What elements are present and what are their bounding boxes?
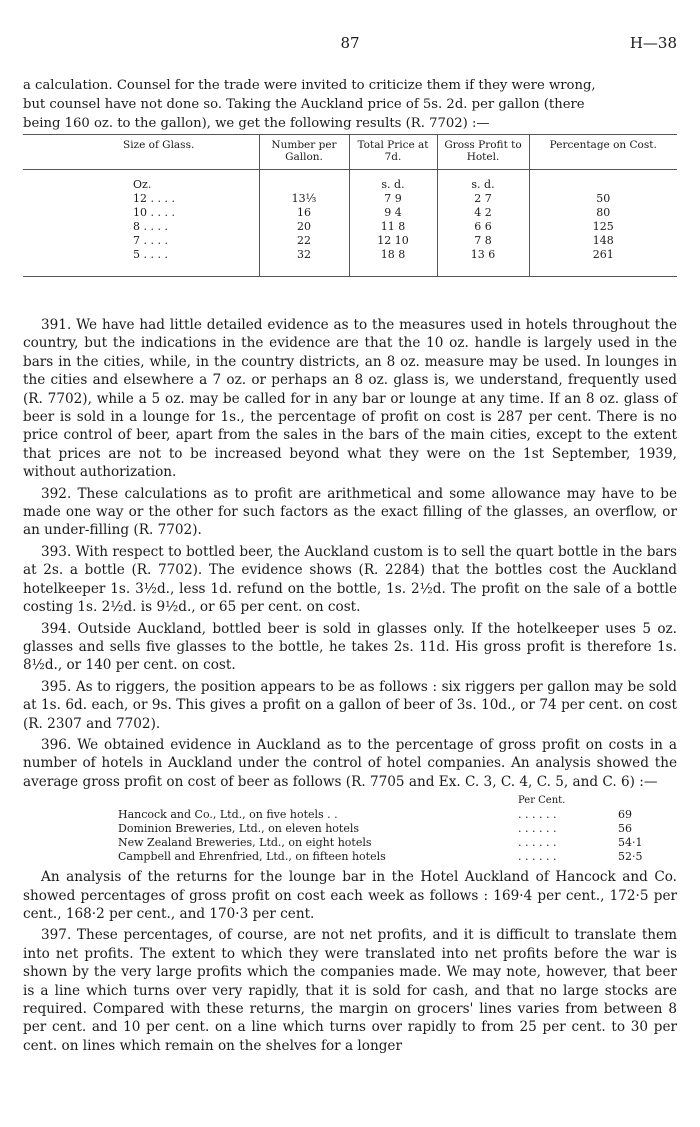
col-header: Percentage on Cost. bbox=[529, 135, 677, 170]
paragraph-397: 397. These percentages, of course, are not net profits, and it is difficult to translate them into net profits. The extent to which they were translated into net profits before the war is shown by the very large profits which the companies made. We may note, however, that beer is a line which turns over very rapidly, that it is sold for cash, and that no large stocks are required. Compared with these returns, the margin on grocers' lines varies from between 8 per cent. and 10 per cent. on a line which turns over rapidly to from 25 per cent. to 30 per cent. on lines which remain on the shelves for a longer bbox=[23, 927, 677, 1054]
lead-line: a calculation. Counsel for the trade were invited to criticize them if they were wrong, bbox=[23, 78, 596, 93]
price-cell: 7 9 bbox=[349, 192, 437, 206]
col-header: Size of Glass. bbox=[23, 135, 259, 170]
lead-text bbox=[23, 76, 677, 133]
unit-cell: Oz. bbox=[23, 178, 259, 192]
unit-cell bbox=[529, 178, 677, 192]
unit-cell bbox=[259, 178, 349, 192]
unit-row bbox=[23, 178, 677, 192]
table-row bbox=[23, 248, 677, 277]
profit-cell: 6 6 bbox=[437, 220, 529, 234]
size-cell: 10 . . . . bbox=[23, 206, 259, 220]
profit-cell: 4 2 bbox=[437, 206, 529, 220]
company-name: Campbell and Ehrenfried, Ltd., on fifteen hotels bbox=[118, 850, 386, 864]
leader-dots: . . . . . . bbox=[518, 850, 557, 864]
paragraph-hotel-auckland: An analysis of the returns for the lounge bar in the Hotel Auckland of Hancock and Co. showed percentages of gross profit on cost each week as follows : 169·4 per cent., 172·5 per cent., 168·2 per cent., and 170·3 per cent. bbox=[23, 869, 677, 922]
company-percentage: 56 bbox=[618, 822, 632, 836]
list-item bbox=[23, 836, 677, 850]
paragraph-396: 396. We obtained evidence in Auckland as to the percentage of gross profit on costs in a number of hotels in Auckland under the control of hotel companies. An analysis showed the average gross profit on cost of beer as follows (R. 7705 and Ex. C. 3, C. 4, C. 5, and C. 6) :— bbox=[23, 736, 677, 790]
col-header: Gross Profit to Hotel. bbox=[437, 135, 529, 170]
paragraph-391: 391. We have had little detailed evidence as to the measures used in hotels throughout the country, but the indications in the evidence are that the 10 oz. handle is largely used in the bars in the cities, while, in the country districts, an 8 oz. measure may be used. In lounges in the cities and elsewhere a 7 oz. or perhaps an 8 oz. glass is, we understand, frequently used (R. 7702), while a 5 oz. may be called for in any bar or lounge at any time. If an 8 oz. glass of beer is sold in a lounge for 1s., the percentage of profit on cost is 287 per cent. There is no price control of beer, apart from the sales in the bars of the main cities, except to the extent that prices are not to be increased beyond what they were on the 1st September, 1939, without authorization. bbox=[23, 317, 677, 481]
company-percentage: 69 bbox=[618, 808, 632, 822]
per-cent-heading: Per Cent. bbox=[518, 795, 566, 807]
number-cell: 13⅓ bbox=[259, 192, 349, 206]
profit-cell: 2 7 bbox=[437, 192, 529, 206]
lead-line: but counsel have not done so. Taking the Auckland price of 5s. 2d. per gallon (there bbox=[23, 97, 585, 112]
profit-cell: 13 6 bbox=[437, 248, 529, 277]
list-item bbox=[23, 850, 677, 864]
size-cell: 8 . . . . bbox=[23, 220, 259, 234]
col-header: Number per Gallon. bbox=[259, 135, 349, 170]
number-cell: 22 bbox=[259, 234, 349, 248]
company-profit-list bbox=[23, 794, 677, 864]
table-row bbox=[23, 234, 677, 248]
lead-line: being 160 oz. to the gallon), we get the following results (R. 7702) :— bbox=[23, 116, 490, 131]
list-item bbox=[23, 808, 677, 822]
company-name: New Zealand Breweries, Ltd., on eight hotels bbox=[118, 836, 372, 850]
unit-cell: s. d. bbox=[349, 178, 437, 192]
page-number: 87 bbox=[340, 34, 360, 52]
number-cell: 16 bbox=[259, 206, 349, 220]
number-cell: 20 bbox=[259, 220, 349, 234]
page-header bbox=[23, 34, 677, 54]
percentage-cell: 50 bbox=[596, 192, 611, 205]
document-reference: H—38 bbox=[629, 34, 677, 52]
body-text bbox=[23, 316, 677, 1058]
company-percentage: 52·5 bbox=[618, 850, 643, 864]
col-header: Total Price at 7d. bbox=[349, 135, 437, 170]
glass-size-table bbox=[23, 134, 677, 277]
price-cell: 9 4 bbox=[349, 206, 437, 220]
paragraph-393: 393. With respect to bottled beer, the Auckland custom is to sell the quart bottle in the bars at 2s. a bottle (R. 7702). The evidence shows (R. 2284) that the bottles cost the Auckland hotelkeeper 1s. 3½d., less 1d. refund on the bottle, 1s. 2½d. The profit on the sale of a bottle costing 1s. 2½d. is 9½d., or 65 per cent. on cost. bbox=[23, 543, 677, 616]
price-cell: 18 8 bbox=[349, 248, 437, 277]
leader-dots: . . . . . . bbox=[518, 822, 557, 836]
price-cell: 11 8 bbox=[349, 220, 437, 234]
percentage-cell: 80 bbox=[596, 206, 611, 219]
table-row bbox=[23, 192, 677, 206]
company-percentage: 54·1 bbox=[618, 836, 643, 850]
paragraph-392: 392. These calculations as to profit are arithmetical and some allowance may have to be made one way or the other for such factors as the exact filling of the glasses, an overflow, or an under-filling (R. 7702). bbox=[23, 485, 677, 539]
percentage-cell: 125 bbox=[592, 220, 614, 233]
paragraph-394: 394. Outside Auckland, bottled beer is sold in glasses only. If the hotelkeeper uses 5 oz. glasses and sells five glasses to the bottle, he takes 2s. 11d. His gross profit is therefore 1s. 8½d., or 140 per cent. on cost. bbox=[23, 620, 677, 674]
number-cell: 32 bbox=[259, 248, 349, 277]
list-item bbox=[23, 822, 677, 836]
company-name: Hancock and Co., Ltd., on five hotels . . bbox=[118, 808, 338, 822]
table-header-row bbox=[23, 135, 677, 170]
percentage-cell: 148 bbox=[592, 234, 614, 247]
price-cell: 12 10 bbox=[349, 234, 437, 248]
paragraph-395: 395. As to riggers, the position appears to be as follows : six riggers per gallon may be sold at 1s. 6d. each, or 9s. This gives a profit on a gallon of beer of 3s. 10d., or 74 per cent. on cost (R. 2307 and 7702). bbox=[23, 678, 677, 732]
unit-cell: s. d. bbox=[437, 178, 529, 192]
leader-dots: . . . . . . bbox=[518, 836, 557, 850]
profit-cell: 7 8 bbox=[437, 234, 529, 248]
size-cell: 5 . . . . bbox=[23, 248, 259, 277]
size-cell: 12 . . . . bbox=[23, 192, 259, 206]
table-row bbox=[23, 220, 677, 234]
percentage-cell: 261 bbox=[529, 248, 677, 277]
leader-dots: . . . . . . bbox=[518, 808, 557, 822]
size-cell: 7 . . . . bbox=[23, 234, 259, 248]
table-row bbox=[23, 206, 677, 220]
company-name: Dominion Breweries, Ltd., on eleven hotels bbox=[118, 822, 360, 836]
